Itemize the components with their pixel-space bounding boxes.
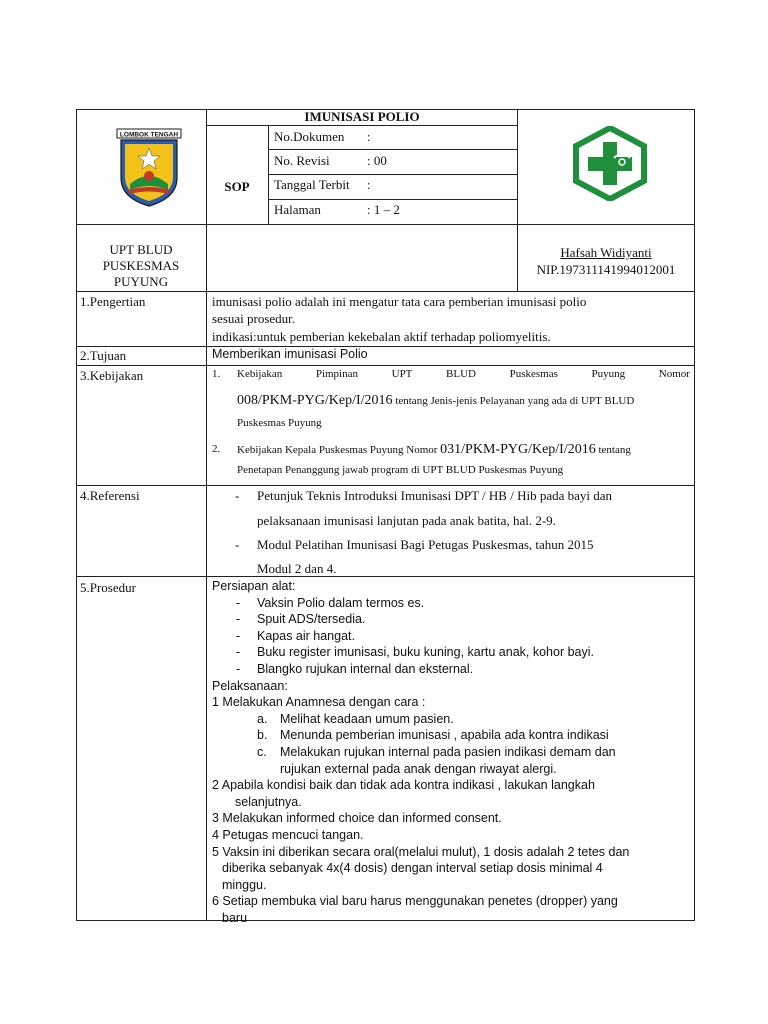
kebijakan-item1-line1 xyxy=(237,369,690,380)
bullet-dash: - xyxy=(236,645,241,660)
grid-line xyxy=(76,224,695,225)
kebijakan-word: Pimpinan xyxy=(315,368,358,380)
kebijakan-item2-line1 xyxy=(237,441,631,457)
bullet-dash: - xyxy=(236,628,241,643)
prosedur-pelaksanaan-heading: Pelaksanaan: xyxy=(212,678,288,693)
grid-line xyxy=(694,109,695,921)
alat-item: Vaksin Polio dalam termos es. xyxy=(257,595,425,610)
list-item xyxy=(212,595,629,612)
signer-nip: NIP.197311141994012001 xyxy=(536,262,676,277)
org-name-line3: PUYUNG xyxy=(113,274,169,289)
alat-item: Spuit ADS/tersedia. xyxy=(257,612,366,627)
grid-line xyxy=(268,149,518,150)
sub-marker: a. xyxy=(257,711,268,726)
grid-line xyxy=(76,109,77,921)
grid-line xyxy=(76,365,695,366)
list-item xyxy=(212,644,629,661)
field-value-no-dokumen: : xyxy=(367,129,371,144)
kebijakan-item2-post: tentang xyxy=(595,444,631,456)
kebijakan-word: Puskesmas xyxy=(509,368,558,380)
prosedur-step-2-line1: 2 Apabila kondisi baik dan tidak ada kontra indikasi , lakukan langkah xyxy=(212,778,595,793)
org-name-line2: PUSKESMAS xyxy=(102,258,180,273)
prosedur-step-5-line2: diberika sebanyak 4x(4 dosis) dengan interval setiap dosis minimal 4 xyxy=(222,861,603,876)
referensi-item1-line1: Petunjuk Teknis Introduksi Imunisasi DPT / HB / Hib pada bayi dan xyxy=(257,488,613,503)
bullet-dash: - xyxy=(236,595,241,610)
list-item xyxy=(212,628,629,645)
list-item xyxy=(212,744,629,761)
prosedur-step-4: 4 Petugas mencuci tangan. xyxy=(212,827,364,842)
prosedur-step-1: 1 Melakukan Anamnesa dengan cara : xyxy=(212,695,426,710)
kebijakan-word: UPT xyxy=(391,368,413,380)
kebijakan-word: Puyung xyxy=(591,368,626,380)
kebijakan-item1-rest: tentang Jenis-jenis Pelayanan yang ada di UPT BLUD xyxy=(392,395,635,407)
referensi-item2-line2: Modul 2 dan 4. xyxy=(257,561,337,576)
alat-item: Buku register imunisasi, buku kuning, kartu anak, kohor bayi. xyxy=(257,645,594,660)
alat-item: Blangko rujukan internal dan eksternal. xyxy=(257,661,474,676)
kebijakan-item2-pre: Kebijakan Kepala Puskesmas Puyung Nomor xyxy=(237,444,441,456)
kebijakan-word: Kebijakan xyxy=(237,368,283,380)
page-title: IMUNISASI POLIO xyxy=(304,109,420,124)
list-item xyxy=(212,727,629,744)
org-name-line1: UPT BLUD xyxy=(109,242,173,257)
prosedur-step-5-line1: 5 Vaksin ini diberikan secara oral(melalui mulut), 1 dosis adalah 2 tetes dan xyxy=(212,844,630,859)
kebijakan-word: BLUD xyxy=(446,368,476,380)
puskesmas-logo xyxy=(570,126,650,201)
referensi-dash: - xyxy=(235,537,240,552)
grid-line xyxy=(268,199,518,200)
prosedur-alat-list xyxy=(212,595,629,678)
field-value-no-revisi: : 00 xyxy=(367,153,387,168)
sop-label: SOP xyxy=(224,179,250,194)
section-label-kebijakan: 3.Kebijakan xyxy=(80,368,144,383)
section-label-referensi: 4.Referensi xyxy=(80,488,140,503)
signer-name: Hafsah Widiyanti xyxy=(560,245,652,260)
sub-item-a: Melihat keadaan umum pasien. xyxy=(280,711,454,726)
kebijakan-item2-number: 2. xyxy=(212,443,221,455)
kebijakan-item2-code: 031/PKM-PYG/Kep/I/2016 xyxy=(440,442,596,457)
kebijakan-item1-number: 1. xyxy=(212,368,221,380)
list-item xyxy=(212,611,629,628)
prosedur-step-2-line2: selanjutnya. xyxy=(235,794,302,809)
sub-item-c-line1: Melakukan rujukan internal pada pasien indikasi demam dan xyxy=(280,744,616,759)
grid-line xyxy=(206,125,518,126)
bullet-dash: - xyxy=(236,661,241,676)
bullet-dash: - xyxy=(236,612,241,627)
kebijakan-item1-code: 008/PKM-PYG/Kep/I/2016 xyxy=(237,393,393,408)
kebijakan-item1-line2 xyxy=(237,392,634,408)
section-label-pengertian: 1.Pengertian xyxy=(80,294,146,309)
alat-item: Kapas air hangat. xyxy=(257,628,355,643)
sub-item-b: Menunda pemberian imunisasi , apabila ada kontra indikasi xyxy=(280,728,609,743)
section-label-tujuan: 2.Tujuan xyxy=(80,348,127,363)
prosedur-content xyxy=(212,578,629,926)
referensi-item2-line1: Modul Pelatihan Imunisasi Bagi Petugas Puskesmas, tahun 2015 xyxy=(257,537,594,552)
field-label-no-dokumen: No.Dokumen xyxy=(274,129,345,144)
sub-item-c-line2: rujukan external pada anak dengan riwayat alergi. xyxy=(280,761,557,776)
field-label-tanggal-terbit: Tanggal Terbit xyxy=(274,177,350,192)
grid-line xyxy=(268,174,518,175)
grid-line xyxy=(206,109,207,921)
kebijakan-item1-line3: Puskesmas Puyung xyxy=(237,417,322,429)
regional-emblem-logo xyxy=(116,128,182,208)
grid-line xyxy=(76,291,695,292)
sub-marker: b. xyxy=(257,728,268,743)
prosedur-step-6-line1: 6 Setiap membuka vial baru harus menggunakan penetes (dropper) yang xyxy=(212,894,618,909)
field-label-halaman: Halaman xyxy=(274,202,321,217)
section-label-prosedur: 5.Prosedur xyxy=(80,580,136,595)
prosedur-step-3: 3 Melakukan informed choice dan informed consent. xyxy=(212,811,502,826)
field-label-no-revisi: No. Revisi xyxy=(274,153,330,168)
sub-marker: c. xyxy=(257,744,267,759)
prosedur-persiapan-heading: Persiapan alat: xyxy=(212,579,296,593)
tujuan-text: Memberikan imunisasi Polio xyxy=(212,347,368,361)
field-value-halaman: : 1 – 2 xyxy=(367,202,400,217)
pengertian-text-line2: sesuai prosedur. xyxy=(212,311,296,326)
emblem-text: LOMBOK TENGAH xyxy=(119,131,179,139)
prosedur-step-5-line3: minggu. xyxy=(222,877,267,892)
pengertian-text-line3: indikasi:untuk pemberian kekebalan aktif terhadap poliomyelitis. xyxy=(212,329,551,344)
grid-line xyxy=(76,346,695,347)
kebijakan-word: Nomor xyxy=(658,368,690,380)
grid-line xyxy=(76,576,695,577)
referensi-item1-line2: pelaksanaan imunisasi lanjutan pada anak batita, hal. 2-9. xyxy=(257,513,556,528)
grid-line xyxy=(76,485,695,486)
field-value-tanggal-terbit: : xyxy=(367,177,371,192)
pengertian-text-line1: imunisasi polio adalah ini mengatur tata cara pemberian imunisasi polio xyxy=(212,294,587,309)
referensi-dash: - xyxy=(235,488,240,503)
kebijakan-item2-line2: Penetapan Penanggung jawab program di UPT BLUD Puskesmas Puyung xyxy=(237,464,564,476)
list-item xyxy=(212,661,629,678)
prosedur-step-6-line2: baru xyxy=(222,910,248,925)
list-item xyxy=(212,711,629,728)
